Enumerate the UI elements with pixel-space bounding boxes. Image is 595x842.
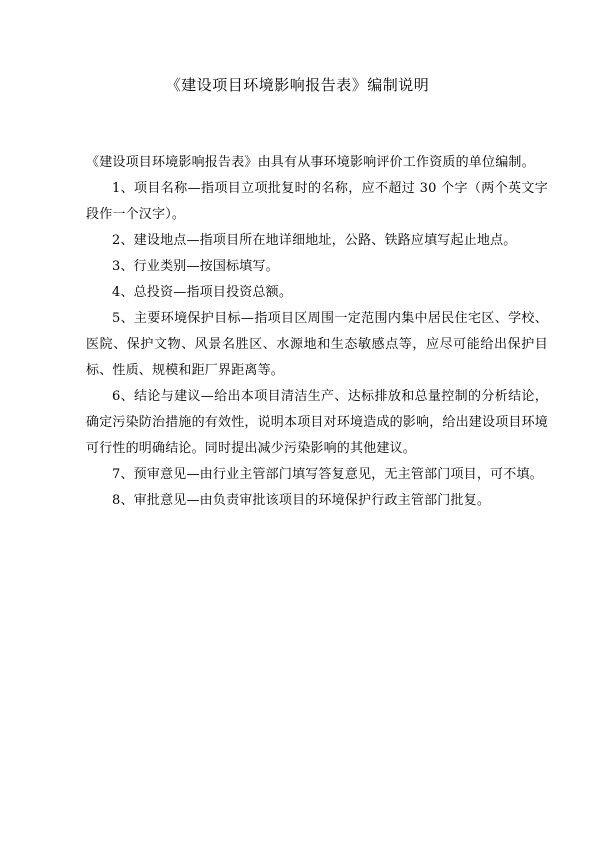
item-1-project-name: 1、项目名称—指项目立项批复时的名称，应不超过 30 个字（两个英文字段作一个汉字）。 [86,181,548,222]
item-7-preliminary-review: 7、预审意见—由行业主管部门填写答复意见，无主管部门项目，可不填。 [112,467,543,482]
item-6-conclusions: 6、结论与建议—给出本项目清洁生产、达标排放和总量控制的分析结论，确定污染防治措施的有效性，说明本项目对环境造成的影响，给出建设项目环境可行性的明确结论。同时提出减少污染影响的其他建议。 [86,389,549,456]
document-body [86,150,548,514]
item-8-approval-opinion: 8、审批意见—由负责审批该项目的环境保护行政主管部门批复。 [112,493,491,508]
item-3-industry-category: 3、行业类别—按国标填写。 [112,259,279,274]
item-4-total-investment: 4、总投资—指项目投资总额。 [112,285,293,300]
intro-paragraph: 《建设项目环境影响报告表》由具有从事环境影响评价工作资质的单位编制。 [86,155,535,170]
item-5-protection-targets: 5、主要环境保护目标—指项目区周围一定范围内集中居民住宅区、学校、医院、保护文物、风景名胜区、水源地和生态敏感点等，应尽可能给出保护目标、性质、规模和距厂界距离等。 [86,311,548,378]
document-title: 《建设项目环境影响报告表》编制说明 [165,76,430,94]
item-2-construction-site: 2、建设地点—指项目所在地详细地址，公路、铁路应填写起止地点。 [112,233,517,248]
